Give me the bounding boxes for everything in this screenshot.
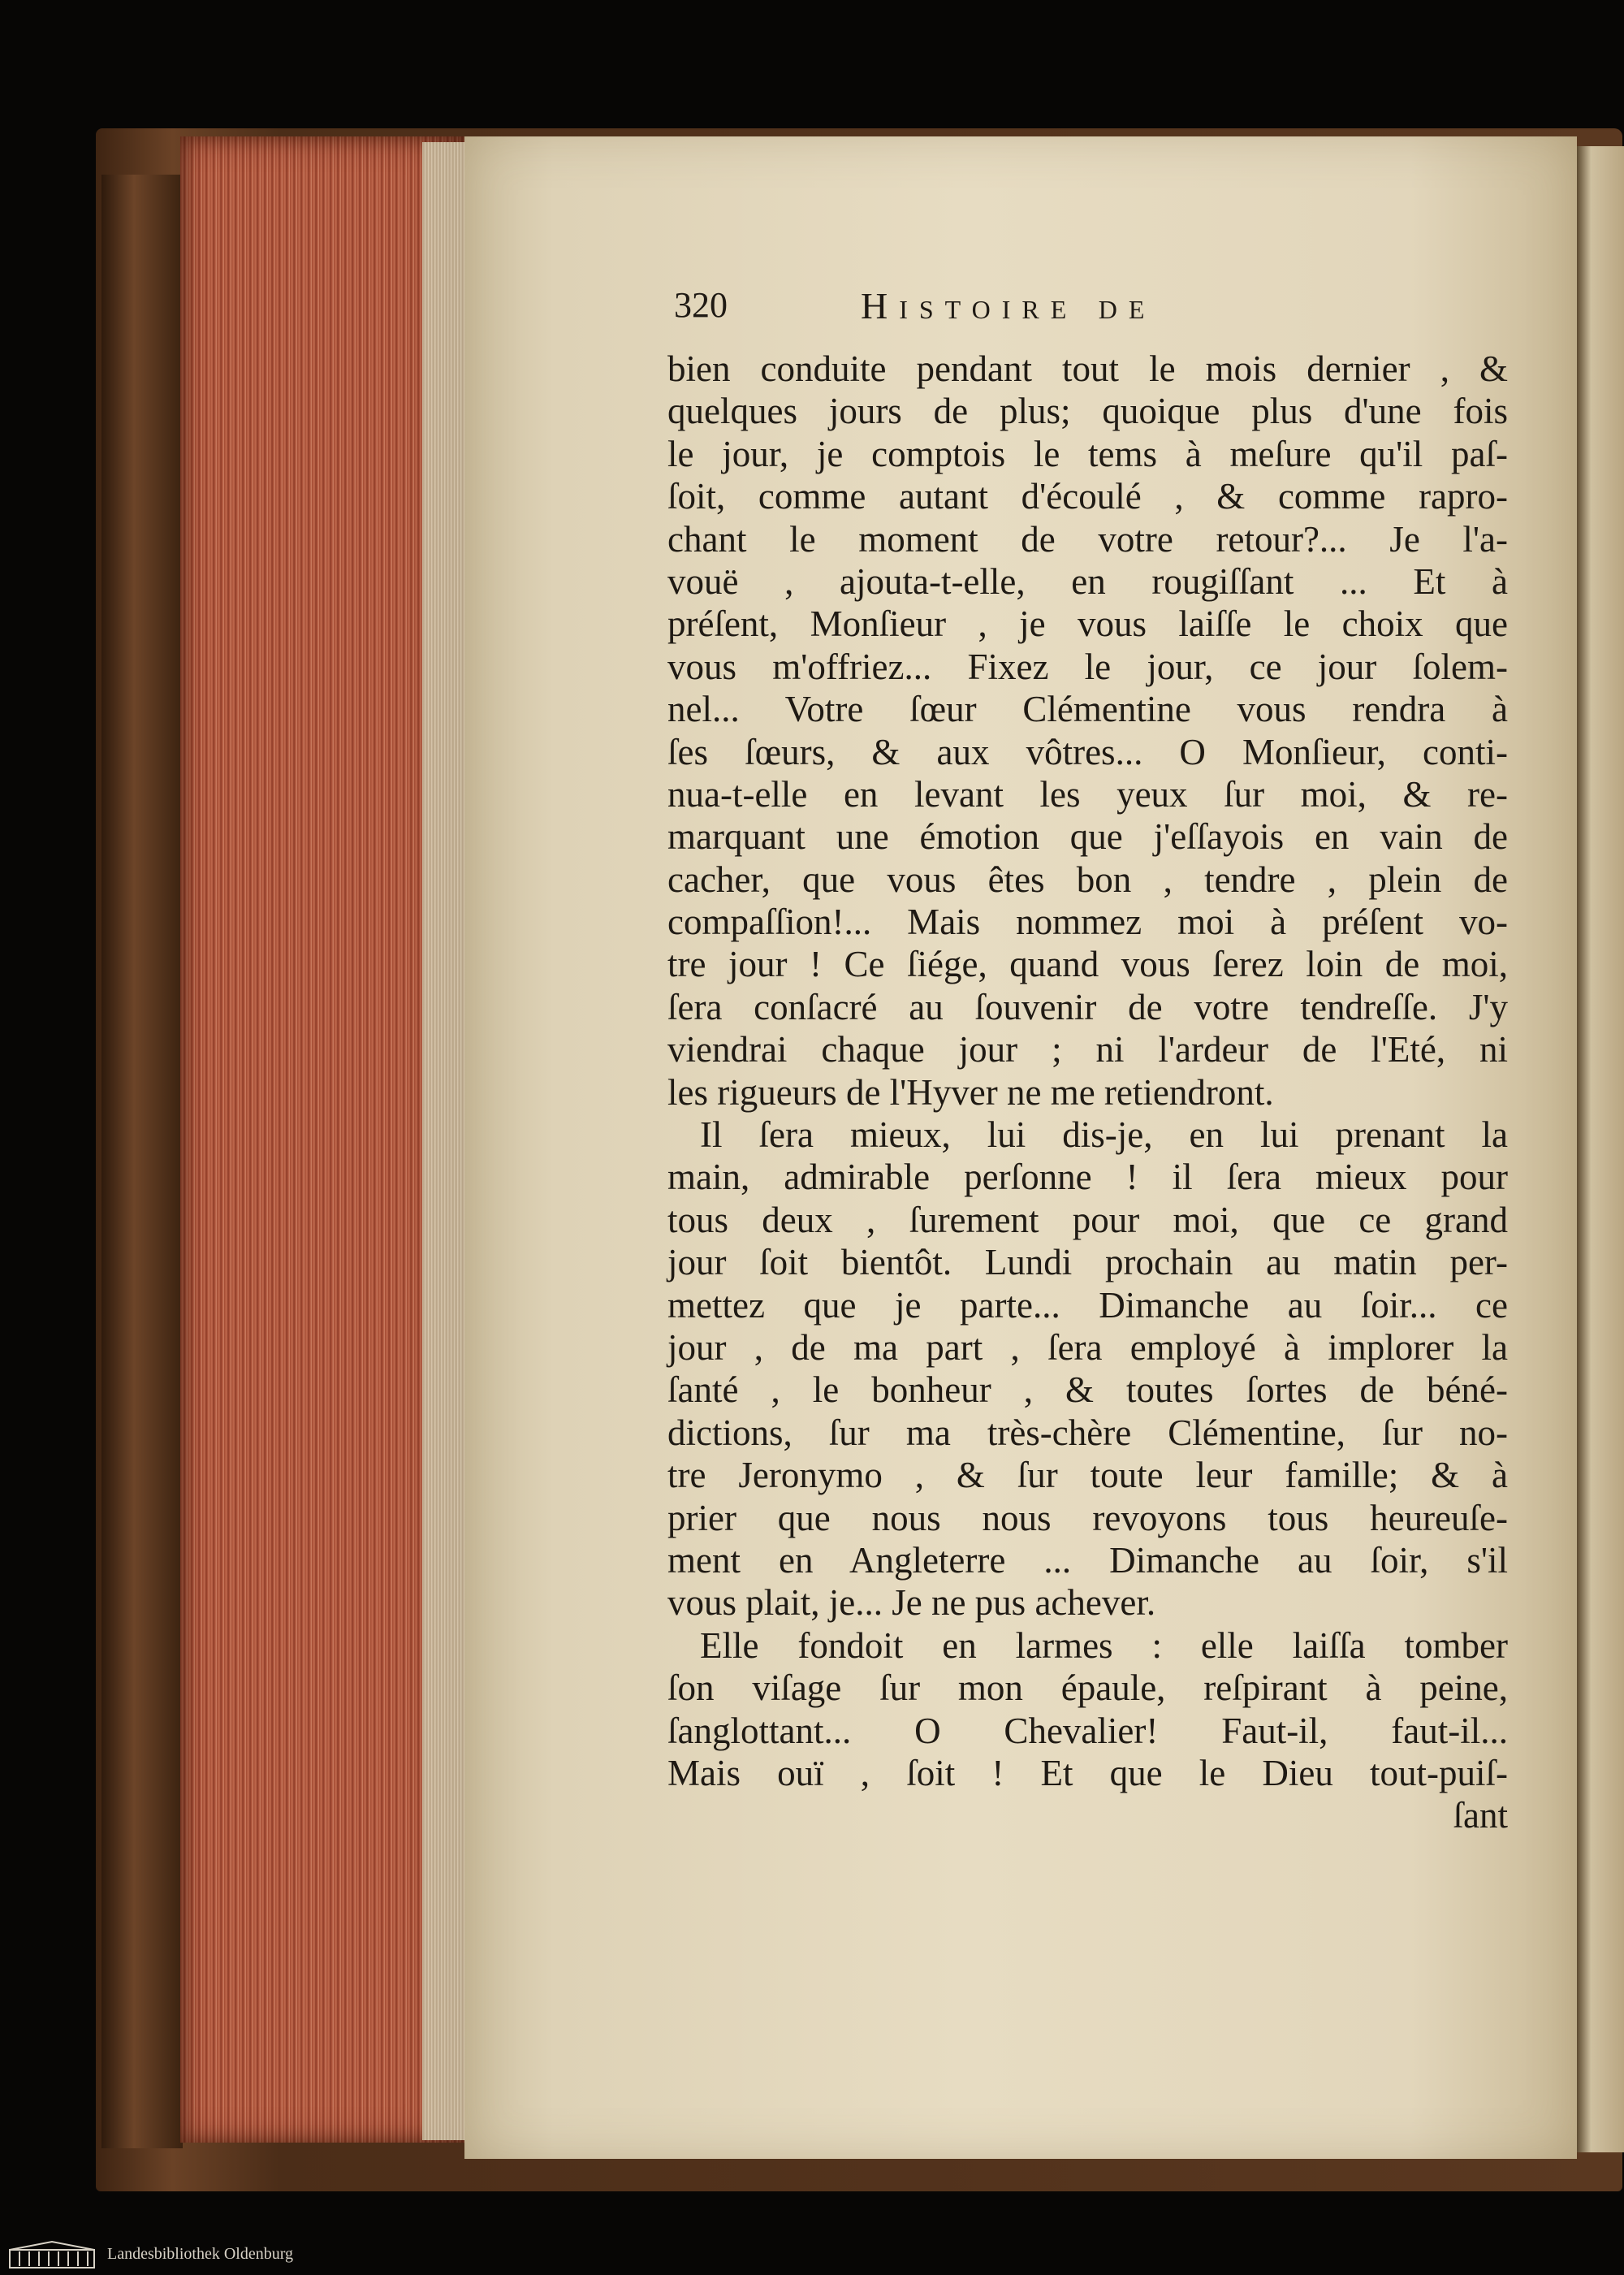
body-text <box>667 348 1508 1837</box>
text-line: bien conduite pendant tout le mois dernier , & <box>667 348 1508 389</box>
text-line: viendrai chaque jour ; ni l'ardeur de l'Eté, ni <box>667 1029 1508 1070</box>
page-stack-edge <box>422 142 469 2140</box>
text-line: Elle fondoit en larmes : elle laiſſa tomber <box>700 1624 1508 1666</box>
text-line: quelques jours de plus; quoique plus d'une fois <box>667 391 1508 432</box>
page-header <box>674 284 1502 333</box>
text-line: ſon viſage ſur mon épaule, reſpirant à peine, <box>667 1667 1508 1709</box>
text-line: préſent, Monſieur , je vous laiſſe le choix que <box>667 603 1508 645</box>
text-line: tre jour ! Ce ſiége, quand vous ſerez loin de moi, <box>667 944 1508 985</box>
text-line: prier que nous nous revoyons tous heureuſe- <box>667 1497 1508 1538</box>
text-line: les rigueurs de l'Hyver ne me retiendront. <box>667 1071 1274 1113</box>
text-line: tous deux , ſurement pour moi, que ce grand <box>667 1199 1508 1240</box>
text-line: ment en Angleterre ... Dimanche au ſoir, s'il <box>667 1539 1508 1581</box>
text-line: nua-t-elle en levant les yeux ſur moi, & re- <box>667 773 1508 815</box>
text-line: dictions, ſur ma très-chère Clémentine, ſur no- <box>667 1412 1508 1453</box>
text-line: le jour, je comptois le tems à meſure qu'il paſ- <box>667 433 1508 474</box>
text-line: ſant <box>1453 1795 1508 1836</box>
library-building-icon <box>8 2240 96 2269</box>
footer-bar <box>0 2234 1624 2275</box>
text-line: ſanté , le bonheur , & toutes ſortes de béné- <box>667 1369 1508 1411</box>
text-line: chant le moment de votre retour?... Je l'a- <box>667 518 1508 560</box>
text-line: ſes ſœurs, & aux vôtres... O Monſieur, conti- <box>667 731 1508 772</box>
facing-page-edge <box>1577 146 1624 2152</box>
text-line: ſera conſacré au ſouvenir de votre tendreſſe. J'y <box>667 986 1508 1027</box>
text-line: marquant une émotion que j'eſſayois en vain de <box>667 816 1508 858</box>
text-line: nel... Votre ſœur Clémentine vous rendra à <box>667 689 1508 730</box>
library-name: Landesbibliothek Oldenburg <box>107 2245 294 2263</box>
text-line: jour , de ma part , ſera employé à implorer la <box>667 1326 1508 1368</box>
text-line: Il ſera mieux, lui dis-je, en lui prenant la <box>700 1114 1508 1156</box>
text-line: main, admirable perſonne ! il ſera mieux pour <box>667 1157 1508 1198</box>
running-title: Histoire de <box>861 285 1156 327</box>
text-line: ſanglottant... O Chevalier! Faut-il, faut-il... <box>667 1710 1508 1751</box>
book-binding-edge <box>102 175 183 2148</box>
text-line: vous plait, je... Je ne pus achever. <box>667 1582 1156 1624</box>
text-line: cacher, que vous êtes bon , tendre , plein de <box>667 859 1508 900</box>
text-line: mettez que je parte... Dimanche au ſoir... ce <box>667 1284 1508 1326</box>
page-number: 320 <box>674 285 728 325</box>
text-line: vous m'offriez... Fixez le jour, ce jour ſolem- <box>667 646 1508 687</box>
text-line: compaſſion!... Mais nommez moi à préſent vo- <box>667 902 1508 943</box>
text-line: jour ſoit bientôt. Lundi prochain au matin per- <box>667 1242 1508 1283</box>
text-line: vouë , ajouta-t-elle, en rougiſſant ... Et à <box>667 560 1508 602</box>
text-line: Mais ouï , ſoit ! Et que le Dieu tout-puiſ- <box>667 1752 1508 1793</box>
text-line: ſoit, comme autant d'écoulé , & comme rapro- <box>667 476 1508 517</box>
text-line: tre Jeronymo , & ſur toute leur famille; & à <box>667 1455 1508 1496</box>
